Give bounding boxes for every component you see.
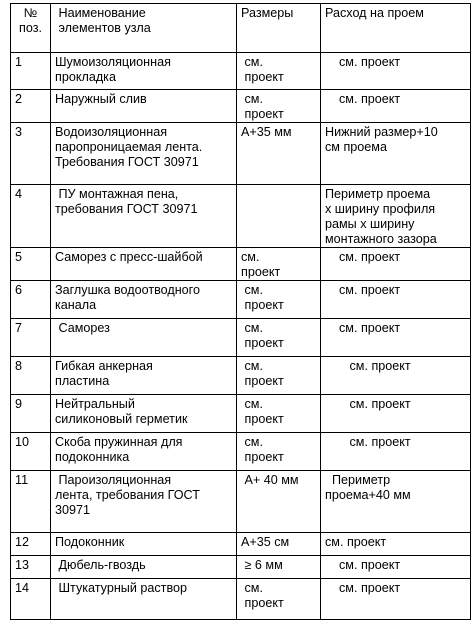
header-dimensions: Размеры	[237, 4, 321, 53]
row-consumption: Нижний размер+10 см проема	[321, 123, 471, 185]
row-dimensions: см. проект	[237, 433, 321, 471]
row-dimensions: см. проект	[237, 248, 321, 281]
row-dimensions: см. проект	[237, 319, 321, 357]
row-position-number: 12	[11, 533, 51, 556]
table-header-row	[11, 4, 471, 53]
row-element-name: Саморез с пресс-шайбой	[51, 248, 237, 281]
table-row	[11, 123, 471, 185]
row-position-number: 13	[11, 556, 51, 579]
table-row	[11, 185, 471, 248]
row-dimensions: см. проект	[237, 357, 321, 395]
row-dimensions	[237, 185, 321, 248]
table-row	[11, 556, 471, 579]
row-element-name: Наружный слив	[51, 90, 237, 123]
row-element-name: Пароизоляционная лента, требования ГОСТ 30971	[51, 471, 237, 533]
row-consumption: Периметр проема х ширину профиля рамы х ширину монтажного зазора	[321, 185, 471, 248]
table-row	[11, 471, 471, 533]
table-row	[11, 319, 471, 357]
row-consumption: см. проект	[321, 579, 471, 620]
row-consumption: см. проект	[321, 248, 471, 281]
row-consumption: см. проект	[321, 357, 471, 395]
row-position-number: 8	[11, 357, 51, 395]
row-position-number: 4	[11, 185, 51, 248]
row-dimensions: см. проект	[237, 579, 321, 620]
row-consumption: см. проект	[321, 53, 471, 90]
row-position-number: 7	[11, 319, 51, 357]
row-consumption: см. проект	[321, 433, 471, 471]
row-element-name: Штукатурный раствор	[51, 579, 237, 620]
row-consumption: см. проект	[321, 319, 471, 357]
header-consumption: Расход на проем	[321, 4, 471, 53]
row-element-name: Подоконник	[51, 533, 237, 556]
row-consumption: Периметр проема+40 мм	[321, 471, 471, 533]
node-elements-table	[10, 3, 471, 620]
row-dimensions: ≥ 6 мм	[237, 556, 321, 579]
row-position-number: 2	[11, 90, 51, 123]
table-row	[11, 533, 471, 556]
row-element-name: Саморез	[51, 319, 237, 357]
row-dimensions: см. проект	[237, 395, 321, 433]
row-position-number: 1	[11, 53, 51, 90]
row-dimensions: А+35 мм	[237, 123, 321, 185]
table-row	[11, 281, 471, 319]
row-element-name: Шумоизоляционная прокладка	[51, 53, 237, 90]
row-dimensions: А+35 см	[237, 533, 321, 556]
row-dimensions: см. проект	[237, 53, 321, 90]
row-position-number: 5	[11, 248, 51, 281]
row-position-number: 9	[11, 395, 51, 433]
row-element-name: Гибкая анкерная пластина	[51, 357, 237, 395]
row-element-name: Водоизоляционная паропроницаемая лента. Требования ГОСТ 30971	[51, 123, 237, 185]
row-position-number: 14	[11, 579, 51, 620]
row-position-number: 11	[11, 471, 51, 533]
row-consumption: см. проект	[321, 556, 471, 579]
table-row	[11, 248, 471, 281]
table-row	[11, 433, 471, 471]
row-position-number: 3	[11, 123, 51, 185]
row-consumption: см. проект	[321, 281, 471, 319]
row-consumption: см. проект	[321, 90, 471, 123]
row-consumption: см. проект	[321, 533, 471, 556]
table-row	[11, 395, 471, 433]
row-element-name: Заглушка водоотводного канала	[51, 281, 237, 319]
row-element-name: ПУ монтажная пена, требования ГОСТ 30971	[51, 185, 237, 248]
table-row	[11, 579, 471, 620]
row-position-number: 10	[11, 433, 51, 471]
row-element-name: Нейтральный силиконовый герметик	[51, 395, 237, 433]
row-position-number: 6	[11, 281, 51, 319]
table-row	[11, 357, 471, 395]
table-row	[11, 53, 471, 90]
row-dimensions: см. проект	[237, 281, 321, 319]
table-row	[11, 90, 471, 123]
header-position-number: № поз.	[11, 4, 51, 53]
row-element-name: Дюбель-гвоздь	[51, 556, 237, 579]
row-dimensions: А+ 40 мм	[237, 471, 321, 533]
row-dimensions: см. проект	[237, 90, 321, 123]
row-consumption: см. проект	[321, 395, 471, 433]
row-element-name: Скоба пружинная для подоконника	[51, 433, 237, 471]
header-element-name: Наименование элементов узла	[51, 4, 237, 53]
